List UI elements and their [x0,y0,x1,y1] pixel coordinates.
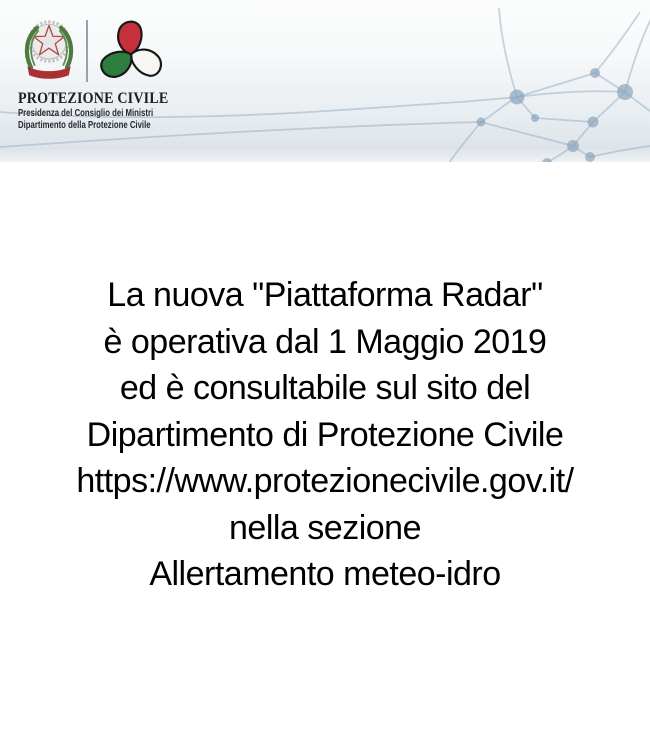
announcement-line-6: nella sezione [229,508,421,547]
italy-emblem-icon [19,13,79,87]
announcement-line-2: è operativa dal 1 Maggio 2019 [103,322,547,361]
org-name: PROTEZIONE CIVILE [18,90,169,107]
announcement-line-7: Allertamento meteo-idro [149,555,501,593]
protezione-civile-logo-icon [95,13,167,87]
website-url: https://www.protezionecivile.gov.it/ [76,462,574,500]
announcement-line-4: Dipartimento di Protezione Civile [86,415,564,454]
announcement [0,272,650,598]
org-subtitles [18,107,153,132]
logo-divider [86,20,88,82]
header-banner [0,0,650,162]
org-subtitle-presidenza: Presidenza del Consiglio dei Ministri [18,107,154,119]
announcement-line-1: La nuova "Piattaforma Radar" [107,276,543,314]
org-subtitle-dipartimento: Dipartimento della Protezione Civile [18,119,151,132]
announcement-line-3: ed è consultabile sul sito del [119,369,531,407]
